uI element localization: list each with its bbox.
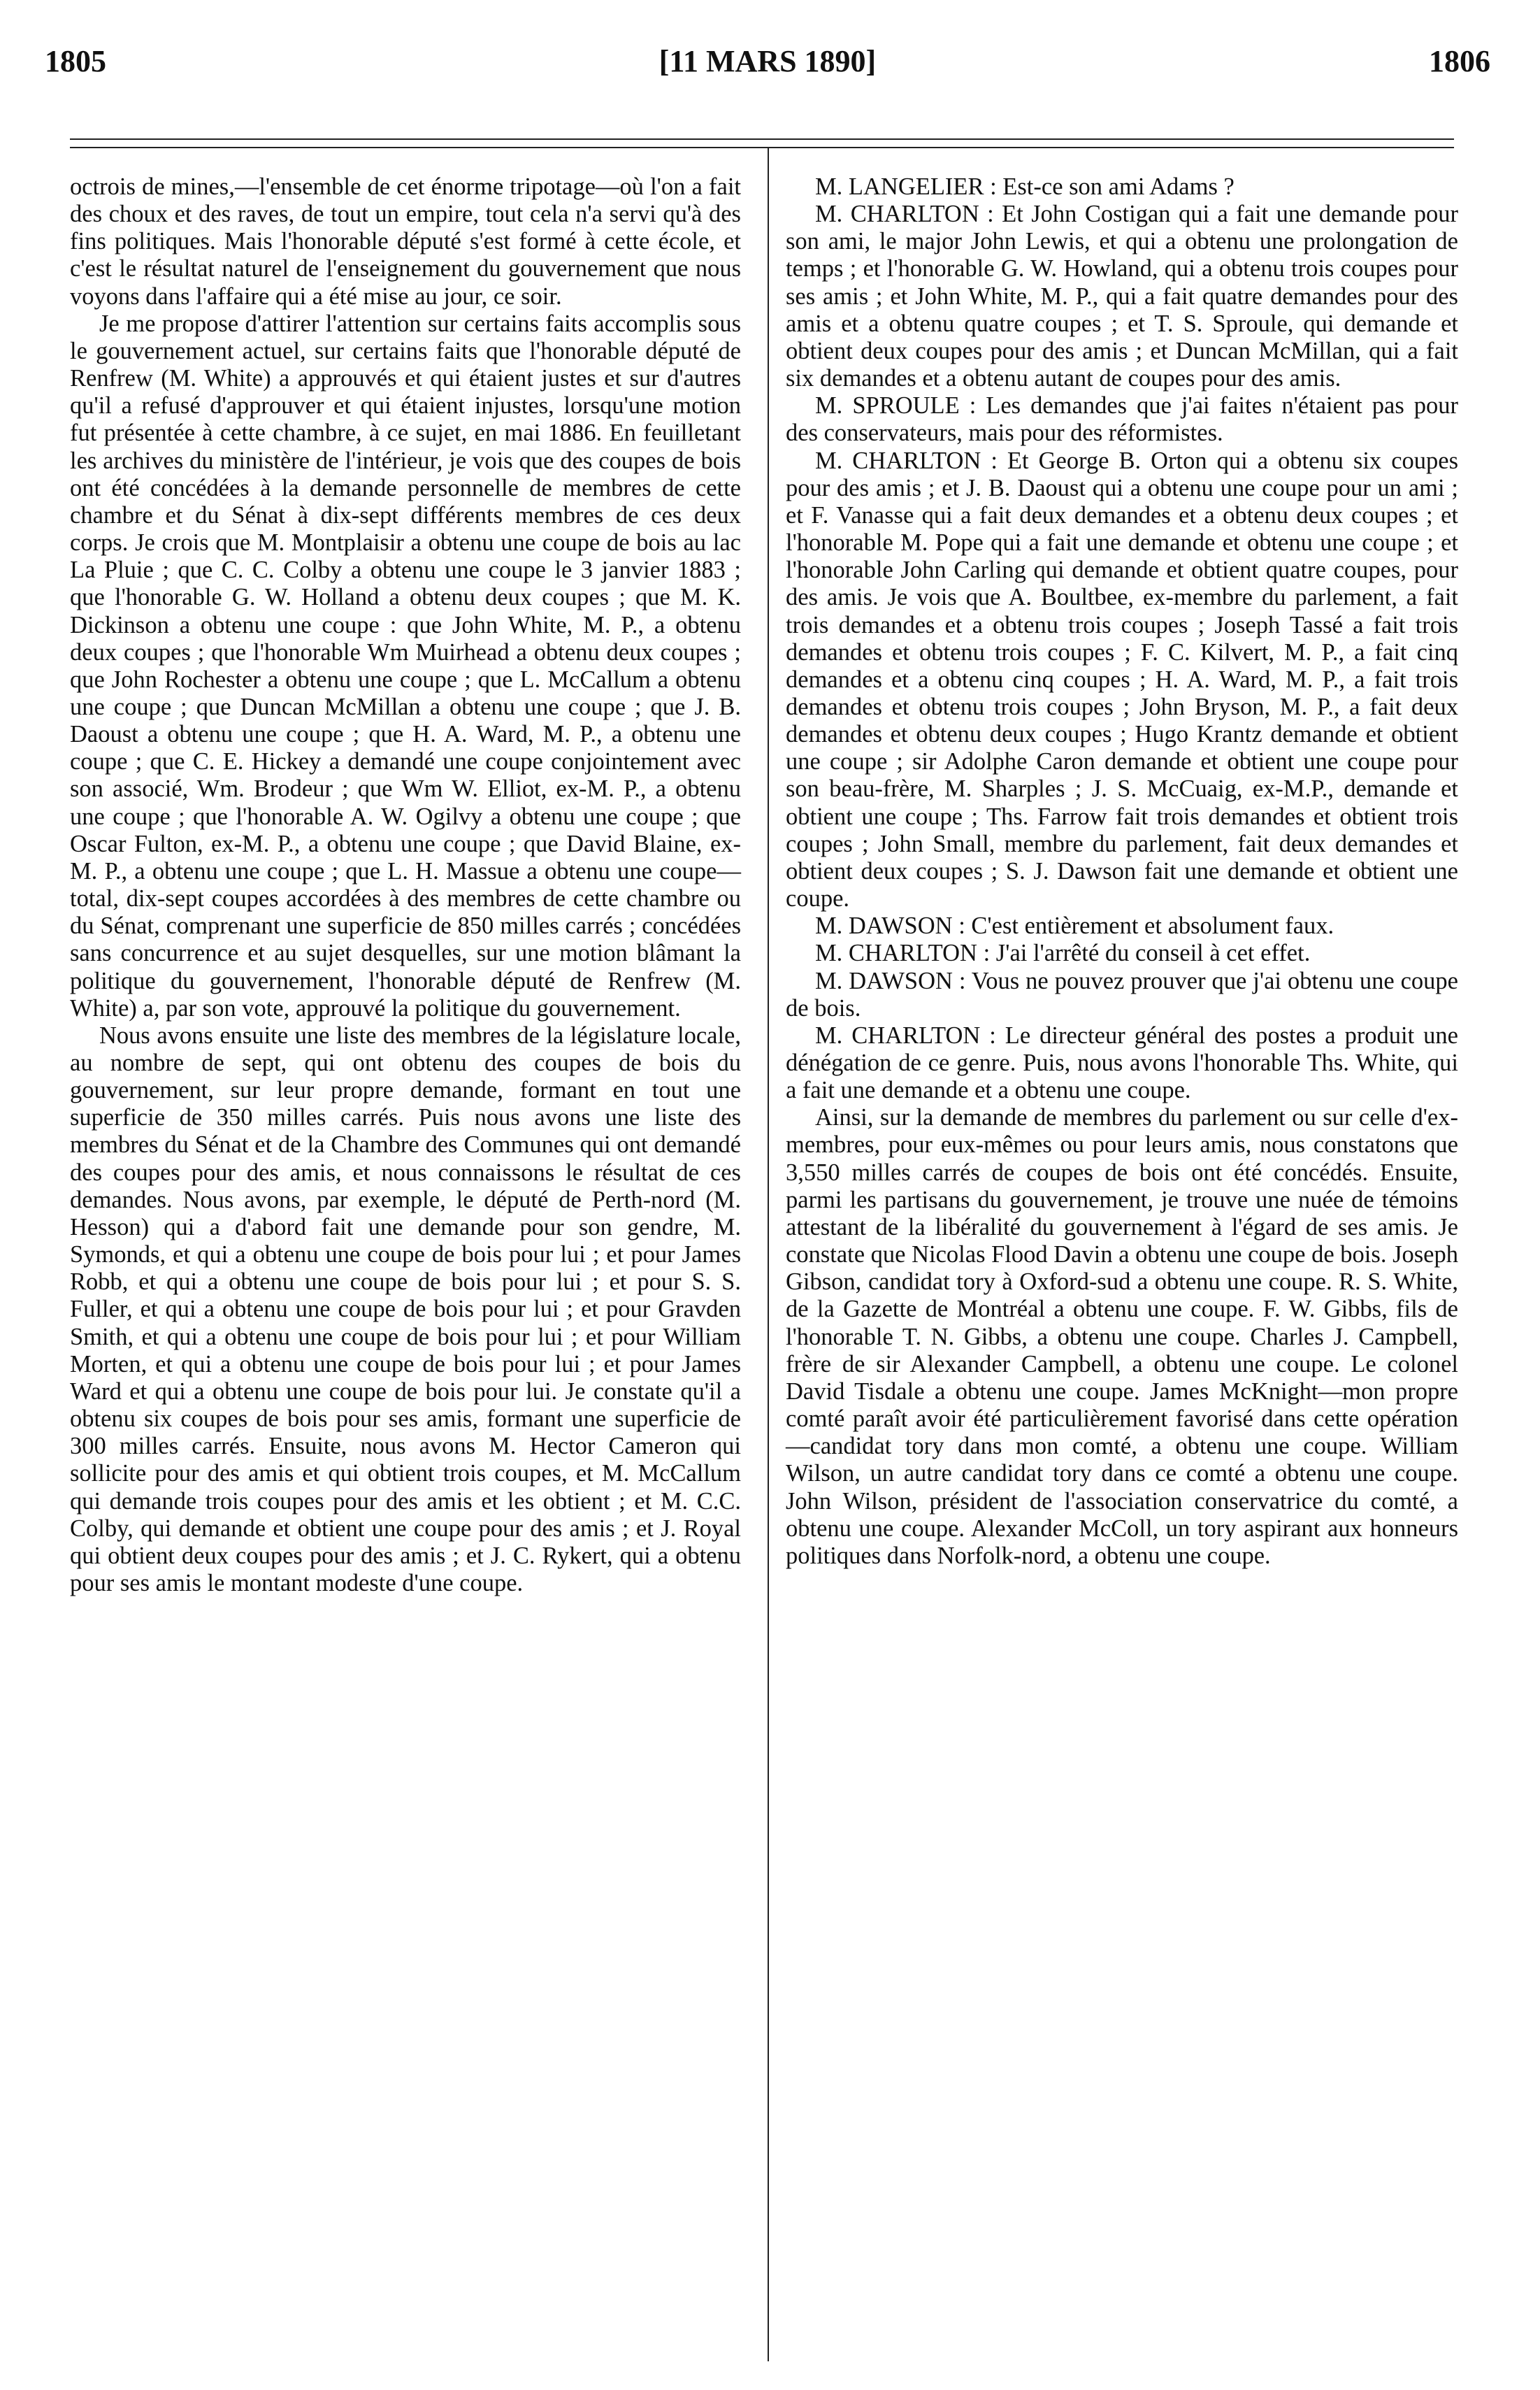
page-header — [45, 43, 1490, 92]
right-paragraph-2: M. CHARLTON : Et John Costigan qui a fait une demande pour son ami, le major John Lewis, et qui a obtenu une prolongation de temps ; et l'honorable G. W. Howland, qui a obtenu trois coupes pour ses amis ; et John White, M. P., qui a fait quatre demandes pour des amis et a obtenu quatre coupes ; et T. S. Sproule, qui demande et obtient deux coupes pour des amis ; et Duncan McMillan, qui a fait six demandes et a obtenu autant de coupes pour des amis. — [786, 201, 1458, 392]
right-paragraph-5: M. DAWSON : C'est entièrement et absolument faux. — [815, 913, 1334, 940]
header-rule-top — [70, 138, 1454, 140]
right-paragraph-9: Ainsi, sur la demande de membres du parlement ou sur celle d'ex-membres, pour eux-mêmes ou pour leurs amis, nous constatons que 3,550 milles carrés de coupes de bois ont été concédés. Ensuite, parmi les partisans du gouvernement, je trouve une nuée de témoins attestant de la libéralité du gouvernement à l'égard de ses amis. Je constate que Nicolas Flood Davin a obtenu une coupe de bois. Joseph Gibson, candidat tory à Oxford-sud a obtenu une coupe. R. S. White, de la Gazette de Montréal a obtenu une coupe. F. W. Gibbs, fils de l'honorable T. N. Gibbs, a obtenu une coupe. Charles J. Campbell, frère de sir Alexander Campbell, a obtenu une coupe. Le colonel David Tisdale a obtenu une coupe. James McKnight—mon propre comté paraît avoir été particulièrement favorisé dans cette opération—candidat tory dans mon comté, a obtenu une coupe. William Wilson, un autre candidat tory dans ce comté a obtenu une coupe. John Wilson, président de l'association conservatrice du comté, a obtenu une coupe. Alexander McColl, un tory aspirant aux honneurs politiques dans Norfolk-nord, a obtenu une coupe. — [786, 1104, 1458, 1569]
right-paragraph-3: M. SPROULE : Les demandes que j'ai faites n'étaient pas pour des conservateurs, mais pour des réformistes. — [786, 392, 1458, 447]
right-paragraph-1: M. LANGELIER : Est-ce son ami Adams ? — [815, 173, 1235, 200]
left-paragraph-3: Nous avons ensuite une liste des membres de la législature locale, au nombre de sept, qui ont obtenu des coupes de bois du gouvernement, sur leur propre demande, formant en tout une superficie de 350 milles carrés. Puis nous avons une liste des membres du Sénat et de la Chambre des Communes qui ont demandé des coupes pour des amis, et nous connaissons le résultat de ces demandes. Nous avons, par exemple, le député de Perth-nord (M. Hesson) qui a d'abord fait une demande pour son gendre, M. Symonds, et qui a obtenu une coupe de bois pour lui ; et pour James Robb, et qui a obtenu une coupe de bois pour lui ; et pour S. S. Fuller, et qui a obtenu une coupe de bois pour lui ; et pour Gravden Smith, et qui a obtenu une coupe de bois pour lui ; et pour William Morten, et qui a obtenu une coupe de bois pour lui ; et pour James Ward et qui a obtenu une coupe de bois pour lui. Je constate qu'il a obtenu six coupes de bois pour ses amis, formant une superficie de 300 milles carrés. Ensuite, nous avons M. Hector Cameron qui sollicite pour des amis et qui obtient trois coupes, et M. McCallum qui demande trois coupes pour des amis et les obtient ; et M. C.C. Colby, qui demande et obtient une coupe pour des amis ; et J. Royal qui obtient deux coupes pour des amis ; et J. C. Rykert, qui a obtenu pour ses amis le montant modeste d'une coupe. — [70, 1022, 741, 1596]
left-page-number: 1805 — [45, 44, 106, 78]
right-column — [786, 173, 1458, 1570]
left-column — [70, 173, 741, 1597]
column-divider — [768, 148, 769, 2361]
right-paragraph-8: M. CHARLTON : Le directeur général des postes a produit une dénégation de ce genre. Puis, nous avons l'honorable Ths. White, qui a fait une demande et a obtenu une coupe. — [786, 1022, 1458, 1104]
right-page-number: 1806 — [1429, 44, 1490, 78]
header-rule-bottom — [70, 147, 1454, 148]
right-paragraph-4: M. CHARLTON : Et George B. Orton qui a obtenu six coupes pour des amis ; et J. B. Daoust qui a obtenu une coupe pour un ami ; et F. Vanasse qui a fait deux demandes et a obtenu deux coupes ; et l'honorable M. Pope qui a fait une demande et obtenu une coupe ; et l'honorable John Carling qui demande et obtient quatre coupes, pour des amis. Je vois que A. Boultbee, ex-membre du parlement, a fait trois demandes et a obtenu trois coupes ; Joseph Tassé a fait trois demandes et obtenu trois coupes ; F. C. Kilvert, M. P., a fait cinq demandes et a obtenu cinq coupes ; H. A. Ward, M. P., a fait trois demandes et obtenu trois coupes ; John Bryson, M. P., a fait deux demandes et obtenu deux coupes ; Hugo Krantz demande et obtient une coupe ; sir Adolphe Caron demande et obtient une coupe pour son beau-frère, M. Sharples ; J. S. McCuaig, ex-M.P., demande et obtient une coupe ; Ths. Farrow fait trois demandes et obtient trois coupes ; John Small, membre du parlement, fait deux demandes et obtient deux coupes ; S. J. Dawson fait une demande et obtient une coupe. — [786, 447, 1458, 913]
left-paragraph-1: octrois de mines,—l'ensemble de cet énorme tripotage—où l'on a fait des choux et des raves, de tout un empire, tout cela n'a servi qu'à des fins politiques. Mais l'honorable député s'est formé à cette école, et c'est le résultat naturel de l'enseignement du gouvernement que nous voyons dans l'affaire qui a été mise au jour, ce soir. — [70, 173, 741, 310]
right-paragraph-7: M. DAWSON : Vous ne pouvez prouver que j'ai obtenu une coupe de bois. — [786, 967, 1458, 1022]
page-date: [11 MARS 1890] — [659, 44, 877, 78]
left-paragraph-2: Je me propose d'attirer l'attention sur certains faits accomplis sous le gouvernement actuel, sur certains faits que l'honorable député de Renfrew (M. White) a approuvés et qui étaient justes et sur d'autres qu'il a refusé d'approuver et qui étaient injustes, lorsqu'une motion fut présentée à cette chambre, à ce sujet, en mai 1886. En feuilletant les archives du ministère de l'intérieur, je vois que des coupes de bois ont été concédées à la demande personnelle de membres de cette chambre et du Sénat à dix-sept différents membres de ces deux corps. Je crois que M. Montplaisir a obtenu une coupe de bois au lac La Pluie ; que C. C. Colby a obtenu une coupe le 3 janvier 1883 ; que l'honorable G. W. Holland a obtenu deux coupes ; que M. K. Dickinson a obtenu une coupe : que John White, M. P., a obtenu deux coupes ; que l'honorable Wm Muirhead a obtenu deux coupes ; que John Rochester a obtenu une coupe ; que L. McCallum a obtenu une coupe ; que Duncan McMillan a obtenu une coupe ; que J. B. Daoust a obtenu une coupe ; que H. A. Ward, M. P., a obtenu une coupe ; que C. E. Hickey a demandé une coupe conjointement avec son associé, Wm. Brodeur ; que Wm W. Elliot, ex-M. P., a obtenu une coupe ; que l'honorable A. W. Ogilvy a obtenu une coupe ; que Oscar Fulton, ex-M. P., a obtenu une coupe ; que David Blaine, ex-M. P., a obtenu une coupe ; que L. H. Massue a obtenu une coupe—total, dix-sept coupes accordées à des membres de cette chambre ou du Sénat, comprenant une superficie de 850 milles carrés ; concédées sans concurrence et au sujet desquelles, sur une motion blâmant la politique du gouvernement, l'honorable député de Renfrew (M. White) a, par son vote, approuvé la politique du gouvernement. — [70, 310, 741, 1022]
right-paragraph-6: M. CHARLTON : J'ai l'arrêté du conseil à cet effet. — [815, 940, 1311, 967]
